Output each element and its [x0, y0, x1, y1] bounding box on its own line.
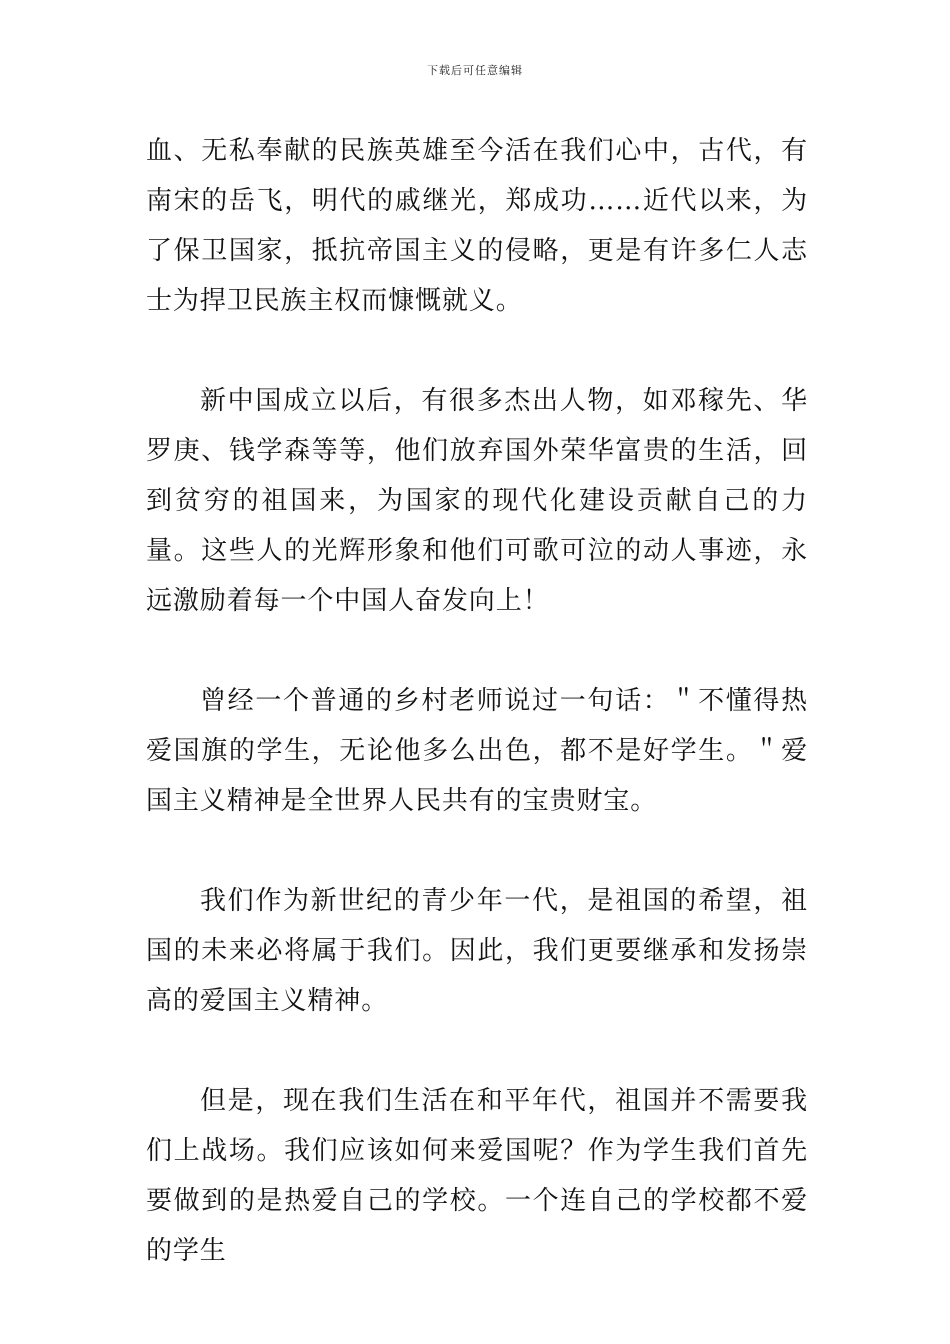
paragraph-love-school: 但是，现在我们生活在和平年代，祖国并不需要我们上战场。我们应该如何来爱国呢？作为学生我们首先要做到的是热爱自己的学校。一个连自己的学校都不爱的学生	[146, 1086, 808, 1266]
page-header: 下载后可任意编辑	[427, 64, 523, 77]
paragraph-heroes: 血、无私奉献的民族英雄至今活在我们心中，古代，有南宋的岳飞，明代的戚继光，郑成功……近代以来，为了保卫国家，抵抗帝国主义的侵略，更是有许多仁人志士为捍卫民族主权而慷慨就义。	[146, 136, 808, 316]
paragraph-youth: 我们作为新世纪的青少年一代，是祖国的希望，祖国的未来必将属于我们。因此，我们更要继承和发扬崇高的爱国主义精神。	[146, 886, 808, 1016]
paragraph-new-china: 新中国成立以后，有很多杰出人物，如邓稼先、华罗庚、钱学森等等，他们放弃国外荣华富贵的生活，回到贫穷的祖国来，为国家的现代化建设贡献自己的力量。这些人的光辉形象和他们可歌可泣的动人事迹，永远激励着每一个中国人奋发向上！	[146, 386, 808, 616]
paragraph-teacher-quote: 曾经一个普通的乡村老师说过一句话：＂不懂得热爱国旗的学生，无论他多么出色，都不是好学生。＂爱国主义精神是全世界人民共有的宝贵财宝。	[146, 686, 808, 816]
document-body	[146, 126, 808, 1326]
